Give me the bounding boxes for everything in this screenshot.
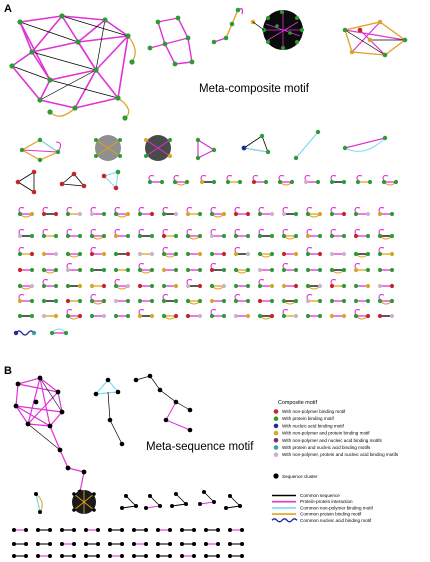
motif-pair	[186, 208, 202, 216]
meta-composite-motif-grid	[14, 176, 398, 336]
motif-pair	[282, 230, 298, 239]
motif-pair	[66, 208, 82, 216]
sequence-pair	[156, 554, 172, 558]
sequence-pair	[228, 542, 244, 546]
sequence-pair	[84, 554, 100, 558]
sequence-pair	[228, 528, 244, 532]
motif-pair	[66, 299, 82, 303]
meta-sequence-dense-cluster	[72, 490, 96, 514]
motif-pair	[90, 284, 106, 288]
sequence-pair	[12, 554, 28, 558]
motif-pair	[42, 280, 58, 289]
sequence-pair	[204, 554, 220, 558]
motif-pair	[138, 299, 154, 303]
motif-pair	[354, 299, 370, 303]
motif-pair	[186, 230, 202, 239]
legend-swatch-5	[274, 445, 279, 450]
legend-edge-swatch-4	[272, 519, 297, 522]
legend-swatch-4	[274, 438, 279, 443]
legend-edge-label: Common sequence	[300, 493, 340, 498]
motif-pair	[210, 284, 226, 289]
sequence-pair	[108, 554, 124, 558]
panel-a-title: Meta-composite motif	[199, 83, 309, 95]
motif-pair	[330, 314, 346, 318]
motif-pair	[356, 176, 372, 184]
motif-pair	[90, 268, 106, 272]
motif-pair	[354, 208, 370, 216]
motif-pair	[138, 284, 154, 288]
sequence-small-cluster	[120, 494, 138, 510]
motif-pair	[210, 230, 226, 238]
panel-a-letter: A	[4, 3, 12, 15]
motif-pair	[354, 252, 370, 257]
motif-pair	[330, 208, 346, 216]
sequence-pair	[180, 554, 196, 558]
meta-composite-row-2	[20, 130, 387, 162]
motif-pair	[114, 252, 130, 256]
meta-composite-row-3	[16, 170, 121, 195]
legend-edge-label: Common protein binding motif	[300, 511, 362, 517]
legend-composite-label: With non-polymer binding motif	[282, 409, 346, 414]
motif-pair	[186, 268, 202, 272]
motif-pair	[354, 230, 370, 238]
sequence-pair	[132, 542, 148, 546]
motif-pair	[378, 248, 394, 257]
legend-composite-label: With nucleic acid binding motif	[282, 423, 344, 429]
legend-composite-heading: Composite motif	[278, 400, 317, 406]
motif-pair	[186, 280, 202, 289]
motif-pair	[382, 176, 398, 185]
sequence-pair	[12, 542, 28, 546]
motif-pair	[66, 310, 82, 319]
motif-pair	[18, 295, 34, 304]
motif-pair	[306, 268, 322, 272]
motif-pair	[282, 299, 298, 304]
motif-pair	[258, 314, 274, 319]
motif-pair	[18, 248, 34, 257]
meta-composite-network-large	[9, 13, 135, 120]
motif-pair	[354, 264, 370, 273]
sequence-pair	[84, 542, 100, 546]
legend-composite-label: With non-polymer and nucleic acid binding motifs	[282, 437, 382, 443]
sequence-pair	[204, 542, 220, 546]
motif-pair	[306, 208, 322, 217]
legend-composite-label: With non-polymer and protein binding motif	[282, 430, 370, 436]
motif-pair	[330, 176, 346, 184]
motif-pair	[66, 252, 82, 257]
legend-edge-label: Common non-polymer binding motif	[300, 505, 373, 511]
motif-pair	[90, 295, 106, 304]
sequence-small-cluster	[198, 490, 216, 506]
motif-pair	[18, 268, 34, 272]
sequence-pair	[60, 554, 76, 558]
motif-pair	[282, 252, 298, 256]
motif-pair	[186, 314, 202, 318]
motif-pair	[210, 208, 226, 217]
motif-pair	[378, 295, 394, 304]
motif-pair	[162, 208, 178, 216]
motif-pair	[90, 248, 106, 257]
sequence-pair	[204, 528, 220, 532]
motif-pair	[90, 230, 106, 239]
motif-pair	[330, 252, 346, 256]
sequence-pair	[132, 528, 148, 532]
sequence-pair	[60, 528, 76, 532]
motif-pair	[42, 230, 58, 238]
sequence-small-cluster	[170, 492, 188, 508]
meta-sequence-network-teal	[94, 378, 125, 447]
motif-pair	[138, 230, 154, 238]
legend-composite-label: With protein binding motif	[282, 416, 334, 422]
motif-pair	[162, 230, 178, 238]
sequence-pair	[108, 528, 124, 532]
motif-pair	[306, 230, 322, 238]
motif-pair	[42, 299, 58, 303]
motif-pair	[18, 208, 34, 217]
motif-pair	[114, 208, 130, 217]
motif-pair	[354, 310, 370, 319]
meta-composite-network-dense	[251, 10, 304, 50]
motif-pair	[330, 280, 346, 289]
motif-pair	[378, 208, 394, 216]
sequence-teal-link	[34, 492, 42, 514]
motif-pair	[114, 314, 130, 318]
motif-pair	[42, 314, 58, 318]
legend-edge-label: Protein-protein interaction	[300, 499, 353, 505]
sequence-pair	[108, 542, 124, 546]
legend-edge-items	[272, 493, 373, 523]
motif-pair	[330, 268, 346, 273]
motif-pair	[186, 252, 202, 256]
motif-pair	[162, 248, 178, 257]
motif-pair	[66, 230, 82, 238]
motif-pair	[234, 230, 250, 238]
panel-b-letter: B	[4, 365, 12, 377]
motif-pair	[378, 314, 394, 318]
motif-pair	[306, 284, 322, 289]
legend-swatch-1	[274, 416, 279, 421]
sequence-pair	[156, 542, 172, 546]
motif-pair	[378, 268, 394, 272]
meta-sequence-network-chain	[134, 374, 193, 433]
motif-pair	[304, 176, 320, 184]
motif-pair	[18, 230, 34, 238]
panel-b-networks	[12, 374, 244, 558]
motif-pair	[162, 268, 178, 272]
motif-pair	[210, 264, 226, 273]
motif-pair	[306, 248, 322, 257]
motif-pair	[90, 208, 106, 216]
motif-pair	[234, 268, 250, 273]
sequence-pair	[36, 554, 52, 558]
legend-composite-label: With non-polymer, protein and nucleic acid binding motifs	[282, 452, 399, 458]
motif-pair	[252, 176, 268, 184]
meta-composite-network-medium	[148, 16, 195, 67]
motif-pair	[258, 268, 274, 272]
motif-pair	[354, 284, 370, 288]
motif-pair	[330, 299, 346, 303]
motif-pair	[138, 208, 154, 216]
motif-pair	[234, 314, 250, 318]
motif-pair	[42, 268, 58, 273]
panel-a-networks	[9, 8, 407, 335]
motif-pair	[162, 295, 178, 304]
motif-pair	[186, 299, 202, 304]
motif-pair	[258, 230, 274, 238]
legend-composite-items	[274, 409, 399, 457]
motif-pair	[148, 176, 164, 184]
motif-pair	[282, 284, 298, 288]
legend	[272, 400, 399, 523]
motif-pair	[200, 176, 216, 184]
motif-pair	[50, 329, 68, 335]
motif-pair	[114, 268, 130, 272]
sequence-pair	[180, 528, 196, 532]
motif-pair	[18, 314, 34, 318]
motif-pair	[42, 208, 58, 216]
motif-pair	[378, 284, 394, 288]
legend-edge-label: Common nucleic acid binding motif	[300, 517, 372, 523]
legend-sequence-cluster-label: Sequence cluster	[282, 474, 318, 479]
motif-pair	[258, 299, 274, 303]
motif-pair	[234, 284, 250, 288]
motif-pair	[226, 176, 242, 184]
sequence-pair	[60, 542, 76, 546]
panel-b-title: Meta-sequence motif	[146, 441, 254, 453]
motif-pair	[66, 284, 82, 288]
meta-composite-network-colorful	[343, 20, 408, 58]
meta-sequence-grid	[12, 490, 244, 558]
legend-swatch-0	[274, 409, 279, 414]
motif-pair	[234, 295, 250, 304]
motif-pair	[173, 176, 189, 185]
motif-pair	[114, 230, 130, 238]
motif-pair	[66, 264, 82, 273]
sequence-pair	[228, 554, 244, 558]
motif-blue-chain	[14, 331, 36, 335]
motif-pair	[42, 252, 58, 256]
motif-pair	[282, 264, 298, 273]
legend-swatch-6	[274, 452, 279, 457]
motif-pair	[162, 314, 178, 319]
motif-pair	[138, 252, 154, 256]
sequence-pair	[12, 528, 28, 532]
sequence-cluster-swatch	[273, 473, 278, 478]
motif-pair	[378, 230, 394, 239]
motif-pair	[282, 310, 298, 319]
motif-pair	[162, 284, 178, 288]
legend-composite-label: With protein and nucleic acid binding motifs	[282, 445, 371, 450]
motif-pair	[210, 252, 226, 256]
sequence-pair	[36, 528, 52, 532]
sequence-pair	[180, 542, 196, 546]
motif-pair	[210, 310, 226, 319]
motif-pair	[306, 295, 322, 304]
motif-pair	[234, 248, 250, 257]
motif-pair	[114, 280, 130, 289]
motif-pair	[234, 208, 250, 216]
meta-sequence-network-large	[14, 376, 87, 495]
sequence-pair	[84, 528, 100, 532]
sequence-pair	[36, 542, 52, 546]
motif-pair	[138, 310, 154, 319]
motif-pair	[258, 252, 274, 257]
motif-pair	[90, 314, 106, 318]
motif-pair	[278, 176, 294, 185]
motif-pair	[282, 208, 298, 216]
meta-composite-network-chain	[212, 8, 243, 45]
legend-swatch-2	[274, 424, 279, 429]
motif-pair	[138, 264, 154, 273]
legend-swatch-3	[274, 431, 279, 436]
sequence-pair	[156, 528, 172, 532]
sequence-small-cluster	[224, 494, 242, 510]
motif-pair	[306, 314, 322, 318]
motif-pair	[258, 208, 274, 216]
motif-pair	[114, 299, 130, 303]
sequence-small-cluster	[144, 494, 162, 510]
motif-pair	[210, 299, 226, 303]
motif-pair	[18, 284, 34, 289]
motif-pair	[258, 280, 274, 289]
motif-pair	[330, 230, 346, 238]
sequence-pair	[132, 554, 148, 558]
